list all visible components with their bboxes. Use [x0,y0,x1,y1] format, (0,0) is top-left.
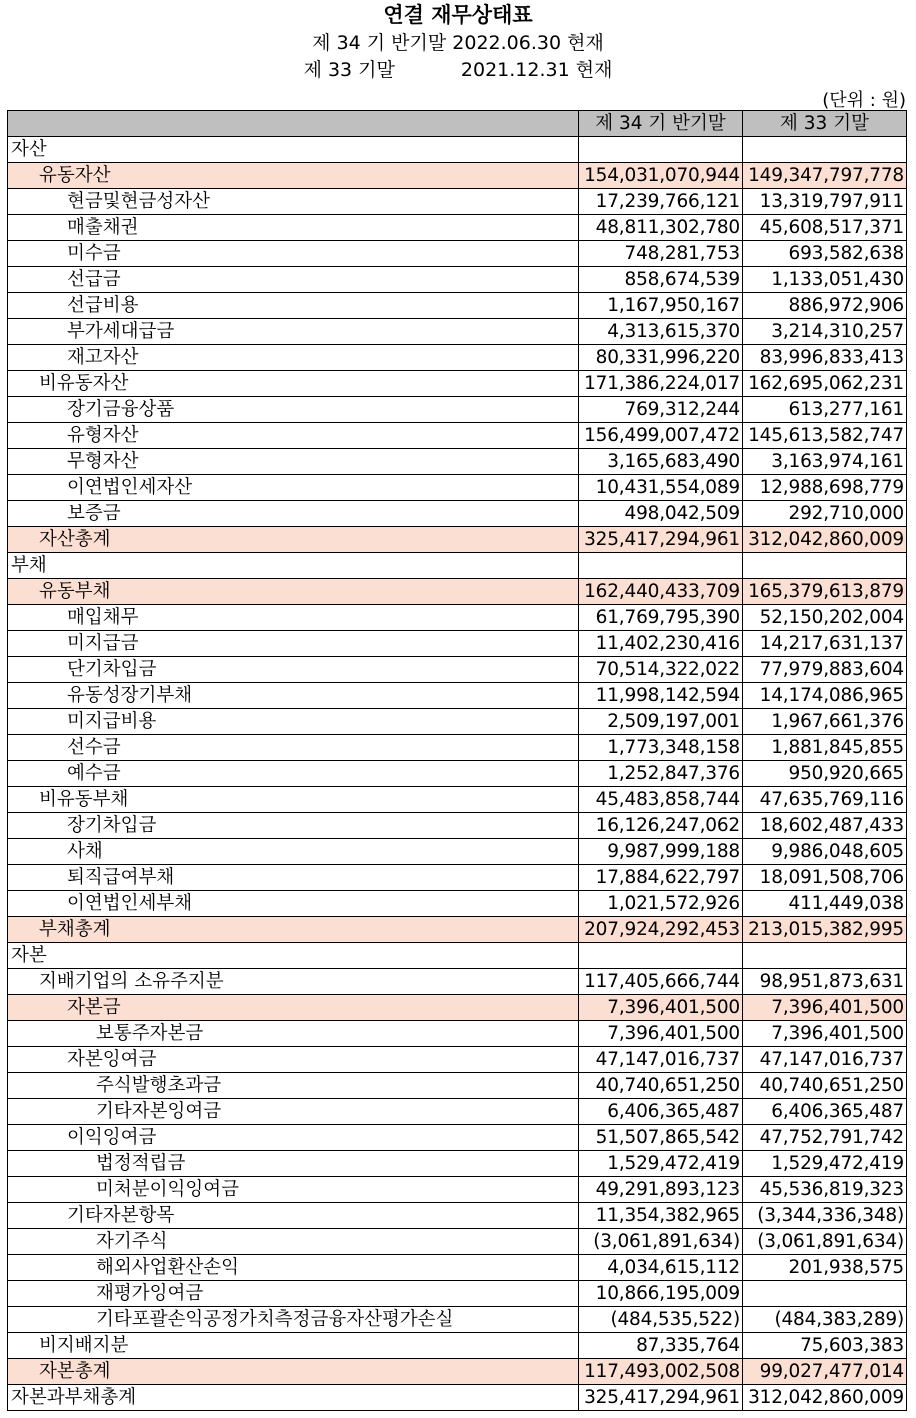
current-period-value: 80,331,996,220 [579,345,743,371]
prior-period-value: 312,042,860,009 [743,527,907,553]
table-row [8,761,907,787]
prior-period-value: 693,582,638 [743,241,907,267]
current-period-value: 17,884,622,797 [579,865,743,891]
row-label: 현금및현금성자산 [8,189,579,215]
current-period-value: 48,811,302,780 [579,215,743,241]
table-row [8,423,907,449]
table-row [8,475,907,501]
current-period-value: 6,406,365,487 [579,1099,743,1125]
prior-period-value: 12,988,698,779 [743,475,907,501]
prior-period-value: 1,967,661,376 [743,709,907,735]
current-period-value: 9,987,999,188 [579,839,743,865]
prior-period-value: 40,740,651,250 [743,1073,907,1099]
current-period-value: 7,396,401,500 [579,1021,743,1047]
row-label: 유동부채 [8,579,579,605]
current-period-value: 117,405,666,744 [579,969,743,995]
header-prior-period: 제 33 기말 [743,111,907,137]
prior-period-value: 149,347,797,778 [743,163,907,189]
prior-period-value: 13,319,797,911 [743,189,907,215]
row-label: 비유동부채 [8,787,579,813]
prior-period-value: 47,752,791,742 [743,1125,907,1151]
current-period-value: 70,514,322,022 [579,657,743,683]
row-label: 유형자산 [8,423,579,449]
current-period-value [579,553,743,579]
table-row [8,631,907,657]
table-row [8,813,907,839]
header-blank-cell [8,111,579,137]
table-row [8,527,907,553]
current-period-value [579,943,743,969]
table-row [8,293,907,319]
row-label: 미지급금 [8,631,579,657]
current-period-value: 4,034,615,112 [579,1255,743,1281]
table-row [8,1125,907,1151]
row-label: 선급비용 [8,293,579,319]
current-period-value: 1,773,348,158 [579,735,743,761]
current-period-value: 11,998,142,594 [579,683,743,709]
current-period-value: 325,417,294,961 [579,527,743,553]
table-row [8,735,907,761]
row-label: 자본잉여금 [8,1047,579,1073]
prior-period-value: 165,379,613,879 [743,579,907,605]
row-label: 자본 [8,943,579,969]
row-label: 재평가잉여금 [8,1281,579,1307]
prior-period-value: 83,996,833,413 [743,345,907,371]
row-label: 보증금 [8,501,579,527]
table-row [8,397,907,423]
row-label: 비유동자산 [8,371,579,397]
row-label: 자산총계 [8,527,579,553]
current-period-value: 11,354,382,965 [579,1203,743,1229]
current-period-value: 325,417,294,961 [579,1385,743,1411]
current-period-value: 156,499,007,472 [579,423,743,449]
table-row [8,553,907,579]
prior-period-value: 292,710,000 [743,501,907,527]
prior-period-value [743,137,907,163]
table-row [8,995,907,1021]
current-period-value: 10,866,195,009 [579,1281,743,1307]
current-period-value: 1,021,572,926 [579,891,743,917]
current-period-value: 47,147,016,737 [579,1047,743,1073]
current-period-value: 1,252,847,376 [579,761,743,787]
row-label: 비지배지분 [8,1333,579,1359]
prior-period-value: (484,383,289) [743,1307,907,1333]
row-label: 주식발행초과금 [8,1073,579,1099]
table-row [8,1047,907,1073]
row-label: 부채총계 [8,917,579,943]
prior-period-value [743,943,907,969]
row-label: 사채 [8,839,579,865]
current-period-value: 748,281,753 [579,241,743,267]
unit-label: (단위 : 원) [822,90,906,111]
current-period-value [579,137,743,163]
row-label: 미지급비용 [8,709,579,735]
prior-period-value: 7,396,401,500 [743,1021,907,1047]
table-row [8,345,907,371]
current-period-value: 117,493,002,508 [579,1359,743,1385]
table-row [8,501,907,527]
prior-period-value: 98,951,873,631 [743,969,907,995]
table-row [8,1333,907,1359]
table-row [8,1073,907,1099]
current-period-value: 3,165,683,490 [579,449,743,475]
prior-period-value: 145,613,582,747 [743,423,907,449]
prior-period-value: (3,344,336,348) [743,1203,907,1229]
current-period-value: 1,529,472,419 [579,1151,743,1177]
current-period-value: 171,386,224,017 [579,371,743,397]
row-label: 장기차입금 [8,813,579,839]
table-row [8,449,907,475]
row-label: 기타자본잉여금 [8,1099,579,1125]
table-row [8,137,907,163]
table-row [8,579,907,605]
prior-period-value: 213,015,382,995 [743,917,907,943]
table-row [8,839,907,865]
row-label: 단기차입금 [8,657,579,683]
table-row [8,189,907,215]
prior-period-value [743,553,907,579]
current-period-value: 61,769,795,390 [579,605,743,631]
table-row [8,943,907,969]
header-current-period: 제 34 기 반기말 [579,111,743,137]
row-label: 미수금 [8,241,579,267]
prior-period-value: 75,603,383 [743,1333,907,1359]
row-label: 퇴직급여부채 [8,865,579,891]
prior-period-value: 9,986,048,605 [743,839,907,865]
prior-period-value: 162,695,062,231 [743,371,907,397]
current-period-value: 51,507,865,542 [579,1125,743,1151]
table-header-row [8,111,907,137]
table-row [8,1281,907,1307]
prior-period-value: 6,406,365,487 [743,1099,907,1125]
prior-period-value: 411,449,038 [743,891,907,917]
row-label: 부가세대급금 [8,319,579,345]
row-label: 해외사업환산손익 [8,1255,579,1281]
row-label: 보통주자본금 [8,1021,579,1047]
balance-sheet-table [7,110,907,1411]
prior-period-value: 45,536,819,323 [743,1177,907,1203]
prior-period-value: 950,920,665 [743,761,907,787]
prior-period-value: 201,938,575 [743,1255,907,1281]
current-period-value: 162,440,433,709 [579,579,743,605]
prior-period-value: 45,608,517,371 [743,215,907,241]
table-row [8,969,907,995]
row-label: 선수금 [8,735,579,761]
table-row [8,1385,907,1411]
row-label: 장기금융상품 [8,397,579,423]
row-label: 부채 [8,553,579,579]
current-period-value: 2,509,197,001 [579,709,743,735]
table-row [8,917,907,943]
prior-period-line [0,57,916,84]
row-label: 기타자본항목 [8,1203,579,1229]
current-period-value: 1,167,950,167 [579,293,743,319]
current-period-value: 17,239,766,121 [579,189,743,215]
current-period-value: 45,483,858,744 [579,787,743,813]
table-row [8,1151,907,1177]
prior-period-value: 886,972,906 [743,293,907,319]
prior-period-value: 47,635,769,116 [743,787,907,813]
table-row [8,215,907,241]
row-label: 유동자산 [8,163,579,189]
report-header [0,0,916,84]
table-row [8,657,907,683]
row-label: 자산 [8,137,579,163]
prior-period-value: 99,027,477,014 [743,1359,907,1385]
current-period-value: (484,535,522) [579,1307,743,1333]
table-row [8,1177,907,1203]
row-label: 기타포괄손익공정가치측정금융자산평가손실 [8,1307,579,1333]
table-row [8,605,907,631]
table-row [8,891,907,917]
table-row [8,267,907,293]
table-row [8,1021,907,1047]
prior-period-value: 77,979,883,604 [743,657,907,683]
table-row [8,787,907,813]
table-row [8,1203,907,1229]
table-row [8,865,907,891]
prior-period-value: 18,091,508,706 [743,865,907,891]
current-period-value: 40,740,651,250 [579,1073,743,1099]
prior-period-value: 613,277,161 [743,397,907,423]
table-row [8,1307,907,1333]
prior-period-value: 1,529,472,419 [743,1151,907,1177]
prior-period-value [743,1281,907,1307]
row-label: 자본과부채총계 [8,1385,579,1411]
current-period-value: 154,031,070,944 [579,163,743,189]
row-label: 무형자산 [8,449,579,475]
current-period-value: 16,126,247,062 [579,813,743,839]
table-row [8,1255,907,1281]
current-period-value: 858,674,539 [579,267,743,293]
prior-period-value: 14,217,631,137 [743,631,907,657]
row-label: 예수금 [8,761,579,787]
table-row [8,319,907,345]
prior-period-value: 18,602,487,433 [743,813,907,839]
table-row [8,1099,907,1125]
table-row [8,709,907,735]
row-label: 이연법인세부채 [8,891,579,917]
row-label: 자기주식 [8,1229,579,1255]
row-label: 이익잉여금 [8,1125,579,1151]
prior-period-value: 1,133,051,430 [743,267,907,293]
table-row [8,371,907,397]
current-period-value: 7,396,401,500 [579,995,743,1021]
prior-period-date: 2021.12.31 현재 [460,59,613,81]
prior-period-value: (3,061,891,634) [743,1229,907,1255]
current-period-value: 11,402,230,416 [579,631,743,657]
row-label: 법정적립금 [8,1151,579,1177]
current-period-line: 제 34 기 반기말 2022.06.30 현재 [312,32,604,54]
table-row [8,1359,907,1385]
report-title: 연결 재무상태표 [383,3,533,27]
current-period-value: 498,042,509 [579,501,743,527]
row-label: 이연법인세자산 [8,475,579,501]
table-row [8,163,907,189]
current-period-value: (3,061,891,634) [579,1229,743,1255]
table-row [8,683,907,709]
current-period-value: 49,291,893,123 [579,1177,743,1203]
current-period-value: 207,924,292,453 [579,917,743,943]
prior-period-value: 7,396,401,500 [743,995,907,1021]
row-label: 선급금 [8,267,579,293]
row-label: 유동성장기부채 [8,683,579,709]
prior-period-value: 52,150,202,004 [743,605,907,631]
current-period-value: 87,335,764 [579,1333,743,1359]
row-label: 재고자산 [8,345,579,371]
row-label: 자본금 [8,995,579,1021]
table-row [8,241,907,267]
row-label: 지배기업의 소유주지분 [8,969,579,995]
current-period-value: 10,431,554,089 [579,475,743,501]
row-label: 매출채권 [8,215,579,241]
prior-period-value: 312,042,860,009 [743,1385,907,1411]
table-row [8,1229,907,1255]
prior-period-label: 제 33 기말 [303,59,395,81]
row-label: 자본총계 [8,1359,579,1385]
row-label: 미처분이익잉여금 [8,1177,579,1203]
current-period-value: 769,312,244 [579,397,743,423]
current-period-value: 4,313,615,370 [579,319,743,345]
prior-period-value: 14,174,086,965 [743,683,907,709]
prior-period-value: 47,147,016,737 [743,1047,907,1073]
prior-period-value: 1,881,845,855 [743,735,907,761]
prior-period-value: 3,163,974,161 [743,449,907,475]
prior-period-value: 3,214,310,257 [743,319,907,345]
row-label: 매입채무 [8,605,579,631]
